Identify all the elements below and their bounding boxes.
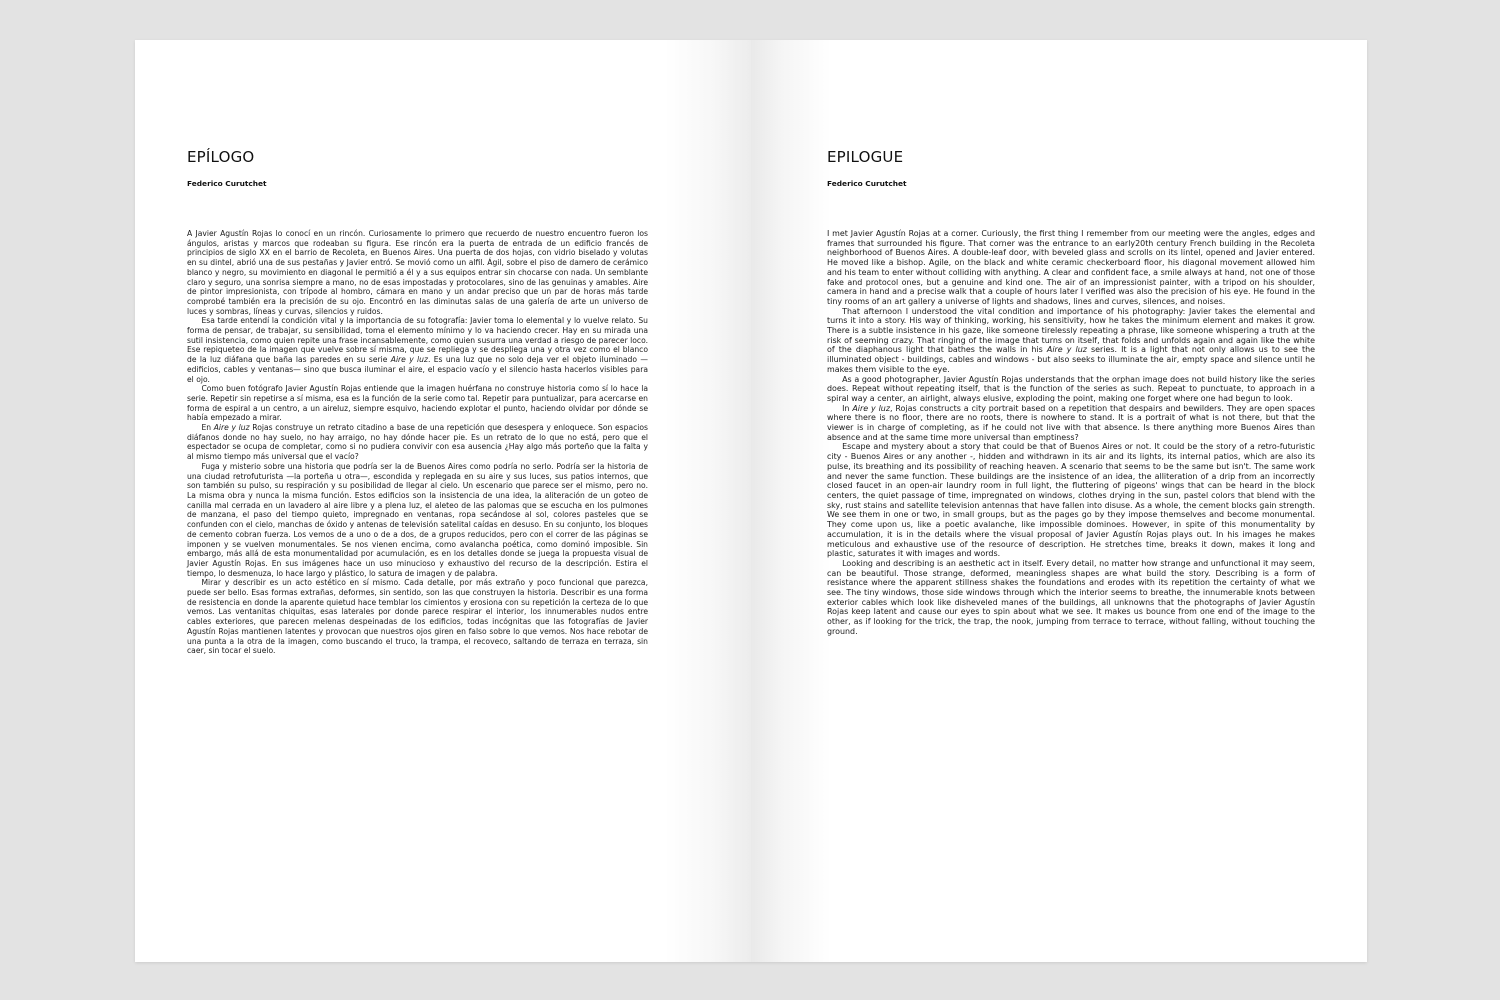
paragraph bbox=[827, 375, 1315, 404]
paragraph bbox=[187, 316, 648, 384]
chapter-title: EPÍLOGO bbox=[187, 148, 255, 166]
paragraph bbox=[827, 307, 1315, 375]
body-text bbox=[827, 229, 1315, 637]
left-page-content bbox=[187, 148, 648, 656]
paragraph bbox=[827, 229, 1315, 307]
text-run: Mirar y describir es un acto estético en sí mismo. Cada detalle, por más extraño y poco funcional que parezca, puede ser bello. Esas formas extrañas, deformes, sin sentido, son las que construyen la historia. Describir es una forma de resistencia en donde la aparente quietud hace temblar los cimientos y erosiona con su repetición la certeza de lo que vemos. Las ventanitas chiquitas, esas laterales por donde parece respirar el interior, los innumerables nudos entre cables exteriores, que parecen melenas despeinadas de los edificios, todas incógnitas que las fotografías de Javier Agustín Rojas mantienen latentes y provocan que nuestros ojos giren en falso sobre lo que vemos. Nos hace rebotar de una punta a la otra de la imagen, como buscando el truco, la trampa, el recoveco, saltando de terraza en terraza, sin caer, sin tocar el suelo. bbox=[187, 578, 648, 656]
text-run: Escape and mystery about a story that could be that of Buenos Aires or not. It could be the story of a retro-futuristic city - Buenos Aires or any another -, hidden and withdrawn in its air and its lights, its internal patios, which are also its pulse, its breathing and its possibility of reaching heaven. A scenario that seems to be the same but isn't. The same work and never the same function. These buildings are the insistence of an idea, the alliteration of a drip from an incorrectly closed faucet in an open-air laundry room in full light, the fluttering of pigeons' wings that can be heard in the block centers, the quiet passage of time, impregnated on windows, clothes drying in the sun, pastel colors that blend with the sky, rust stains and satellite television antennas that have fallen into disuse. As a whole, the cement blocks gain strength. We see them in one or two, in small groups, but as the pages go by they impose themselves and become monumental. They come upon us, like a poetic avalanche, like impossible dominoes. However, in spite of this monumentality by accumulation, it is in the details where the visual proposal of Javier Agustín Rojas plays out. In his images he makes meticulous and exhaustive use of the resource of description. He stretches time, breaks it down, makes it long and plastic, saturates it with images and words. bbox=[827, 442, 1315, 559]
italic-title: Aire y luz bbox=[1046, 345, 1087, 355]
text-run: Fuga y misterio sobre una historia que podría ser la de Buenos Aires como podría no serlo. Podría ser la historia de una ciudad retrofuturista —la porteña u otra—, escondida y replegada en su aire y sus luces, sus patios internos, que son también su pulso, su respiración y su posibilidad de llegar al cielo. Un escenario que parece ser el mismo, pero no. La misma obra y nunca la misma función. Estos edificios son la insistencia de una idea, la aliteración de un goteo de canilla mal cerrada en un lavadero al aire libre y a plena luz, el aleteo de las palomas que se escucha en los pulmones de manzana, el paso del tiempo quieto, impregnado en ventanas, ropa secándose al sol, colores pasteles que se confunden con el cielo, manchas de óxido y antenas de televisión satelital caídas en desuso. En su conjunto, los bloques de cemento cobran fuerza. Los vemos de a uno o de a dos, de a grupos reducidos, pero con el correr de las páginas se imponen y se vuelven monumentales. Se nos vienen encima, como avalancha poética, como dominó imposible. Sin embargo, más allá de esta monumentalidad por acumulación, es en los detalles donde se juega la propuesta visual de Javier Agustín Rojas. En sus imágenes hace un uso minucioso y exhaustivo del recurso de la descripción. Estira el tiempo, lo desmenuza, lo hace largo y plástico, lo satura de imagen y de palabra. bbox=[187, 461, 648, 578]
text-run: series. It is a light that not only allows us to see the illuminated object - buildings, cables and windows - but also seeks to illuminate the air, empty space and silence until he makes them visible to the eye. bbox=[827, 345, 1315, 374]
text-run: Rojas construye un retrato citadino a base de una repetición que desespera y enloquece. Son espacios diáfanos donde no hay suelo, no hay arraigo, no hay dónde hacer pie. Es un retrato de lo que no está, pero que el espectador se ocupa de completar, como si no pudiera convivir con esa ausencia ¿Hay algo más porteño que la falta y al mismo tiempo más universal que el vacío? bbox=[187, 423, 648, 462]
right-page bbox=[751, 40, 1367, 962]
italic-title: Aire y luz bbox=[390, 355, 428, 365]
paragraph bbox=[187, 423, 648, 462]
paragraph bbox=[187, 229, 648, 316]
paragraph bbox=[827, 404, 1315, 443]
right-page-content bbox=[827, 148, 1315, 637]
paragraph bbox=[187, 384, 648, 423]
chapter-title: EPILOGUE bbox=[827, 148, 904, 166]
paragraph bbox=[187, 462, 648, 578]
paragraph bbox=[827, 442, 1315, 558]
text-run: Esa tarde entendí la condición vital y la importancia de su fotografía: Javier toma lo elemental y lo vuelve relato. Su forma de pensar, de trabajar, su sensibilidad, toma el elemento mínimo y lo va haciendo crecer. Hay en su mirada una sutil insistencia, como quien repite una frase incansablemente, como quien susurra una verdad a riesgo de parecer loco. Ese repiqueteo de la imagen que vuelve sobre sí misma, que se repliega y se despliega una y otra vez como el blanco de la luz diáfana que baña las paredes en su serie bbox=[187, 316, 648, 365]
italic-title: Aire y luz bbox=[852, 403, 890, 413]
text-run: . Es una luz que no solo deja ver el objeto iluminado —edificios, cables y ventanas— sino que busca iluminar el aire, el espacio vacío y el silencio hasta hacerlos visibles para el ojo. bbox=[187, 355, 648, 384]
text-run: As a good photographer, Javier Agustín Rojas understands that the orphan image does not build history like the series does. Repeat without repeating itself, that is the function of the series as such. Repeat to punctuate, to approach in a spiral way a center, an airlight, always elusive, exploding the point, making one forget where one had begun to look. bbox=[827, 374, 1315, 403]
text-run: In bbox=[842, 403, 853, 413]
paragraph bbox=[827, 559, 1315, 637]
left-page bbox=[135, 40, 751, 962]
open-book-spread bbox=[135, 40, 1367, 962]
body-text bbox=[187, 229, 648, 656]
author-name: Federico Curutchet bbox=[827, 179, 907, 188]
text-run: Looking and describing is an aesthetic act in itself. Every detail, no matter how strange and unfunctional it may seem, can be beautiful. Those strange, deformed, meaningless shapes are what build the story. Describing is a form of resistance where the apparent stillness shakes the foundations and erodes with its repetition the certainty of what we see. The tiny windows, those side windows through which the interior seems to breathe, the innumerable knots between exterior cables which look like disheveled manes of the buildings, all unknowns that the photographs of Javier Agustín Rojas keep latent and cause our eyes to spin about what we see. It makes us bounce from one end of the image to the other, as if looking for the trick, the trap, the nook, jumping from terrace to terrace, without falling, without touching the ground. bbox=[827, 558, 1315, 636]
text-run: Como buen fotógrafo Javier Agustín Rojas entiende que la imagen huérfana no construye historia como sí lo hace la serie. Repetir sin repetirse a sí misma, esa es la función de la serie como tal. Repetir para puntualizar, para acercarse en forma de espiral a un centro, a un aireluz, siempre esquivo, haciendo explotar el punto, haciendo olvidar por dónde se había empezado a mirar. bbox=[187, 384, 648, 423]
italic-title: Aire y luz bbox=[213, 423, 250, 433]
text-run: I met Javier Agustín Rojas at a corner. Curiously, the first thing I remember from our meeting were the angles, edges and frames that surrounded his figure. That corner was the entrance to an early20th century French building in the Recoleta neighborhood of Buenos Aires. A double-leaf door, with beveled glass and scrolls on its lintel, opened and Javier entered. He moved like a bishop. Agile, on the black and white ceramic checkerboard floor, his diagonal movement allowed him and his team to enter without colliding with anything. A clear and confident face, a smile always at hand, not one of those fake and protocol ones, but a genuine and kind one. The air of an impressionist painter, with a tripod on his shoulder, camera in hand and a precise walk that a couple of hours later I verified was also the precision of his eye. He found in the tiny rooms of an art gallery a universe of lights and shadows, lines and curves, silences, and noises. bbox=[827, 229, 1315, 306]
text-run: A Javier Agustín Rojas lo conocí en un rincón. Curiosamente lo primero que recuerdo de nuestro encuentro fueron los ángulos, aristas y marcos que rodeaban su figura. Ese rincón era la puerta de entrada de un edificio francés de principios de siglo XX en el barrio de Recoleta, en Buenos Aires. Una puerta de dos hojas, con vidrio biselado y volutas en su dintel, abrió una de sus pestañas y Javier entró. Se movió como un alfil. Ágil, sobre el piso de damero de cerámico blanco y negro, su movimiento en diagonal le permitió a él y a sus equipos entrar sin chocarse con nada. Un semblante claro y seguro, una sonrisa siempre a mano, no de esas impostadas y protocolares, sino de las genuinas y amables. Aire de pintor impresionista, con trípode al hombro, cámara en mano y un andar preciso que un par de horas más tarde comprobé también era la precisión de su ojo. Encontró en las diminutas salas de una galería de arte un universo de luces y sombras, líneas y curvas, silencios y ruidos. bbox=[187, 229, 648, 316]
text-run: That afternoon I understood the vital condition and importance of his photography: Javier takes the elemental and turns it into a story. His way of thinking, working, his sensitivity, how he takes the minimum element and makes it grow. There is a subtle insistence in his gaze, like someone tirelessly repeating a phrase, like someone whispering a truth at the risk of seeming crazy. That ringing of the image that turns on itself, that folds and unfolds again and again like the white of the diaphanous light that bathes the walls in his bbox=[827, 306, 1315, 355]
text-run: En bbox=[201, 423, 214, 433]
text-run: , Rojas constructs a city portrait based on a repetition that despairs and bewilders. They are open spaces where there is no floor, there are no roots, there is nowhere to stand. It is a portrait of what is not there, but that the viewer is in charge of completing, as if he could not live with that absence. Is there anything more Buenos Aires than absence and at the same time more universal than emptiness? bbox=[827, 403, 1315, 442]
paragraph bbox=[187, 578, 648, 656]
author-name: Federico Curutchet bbox=[187, 179, 267, 188]
